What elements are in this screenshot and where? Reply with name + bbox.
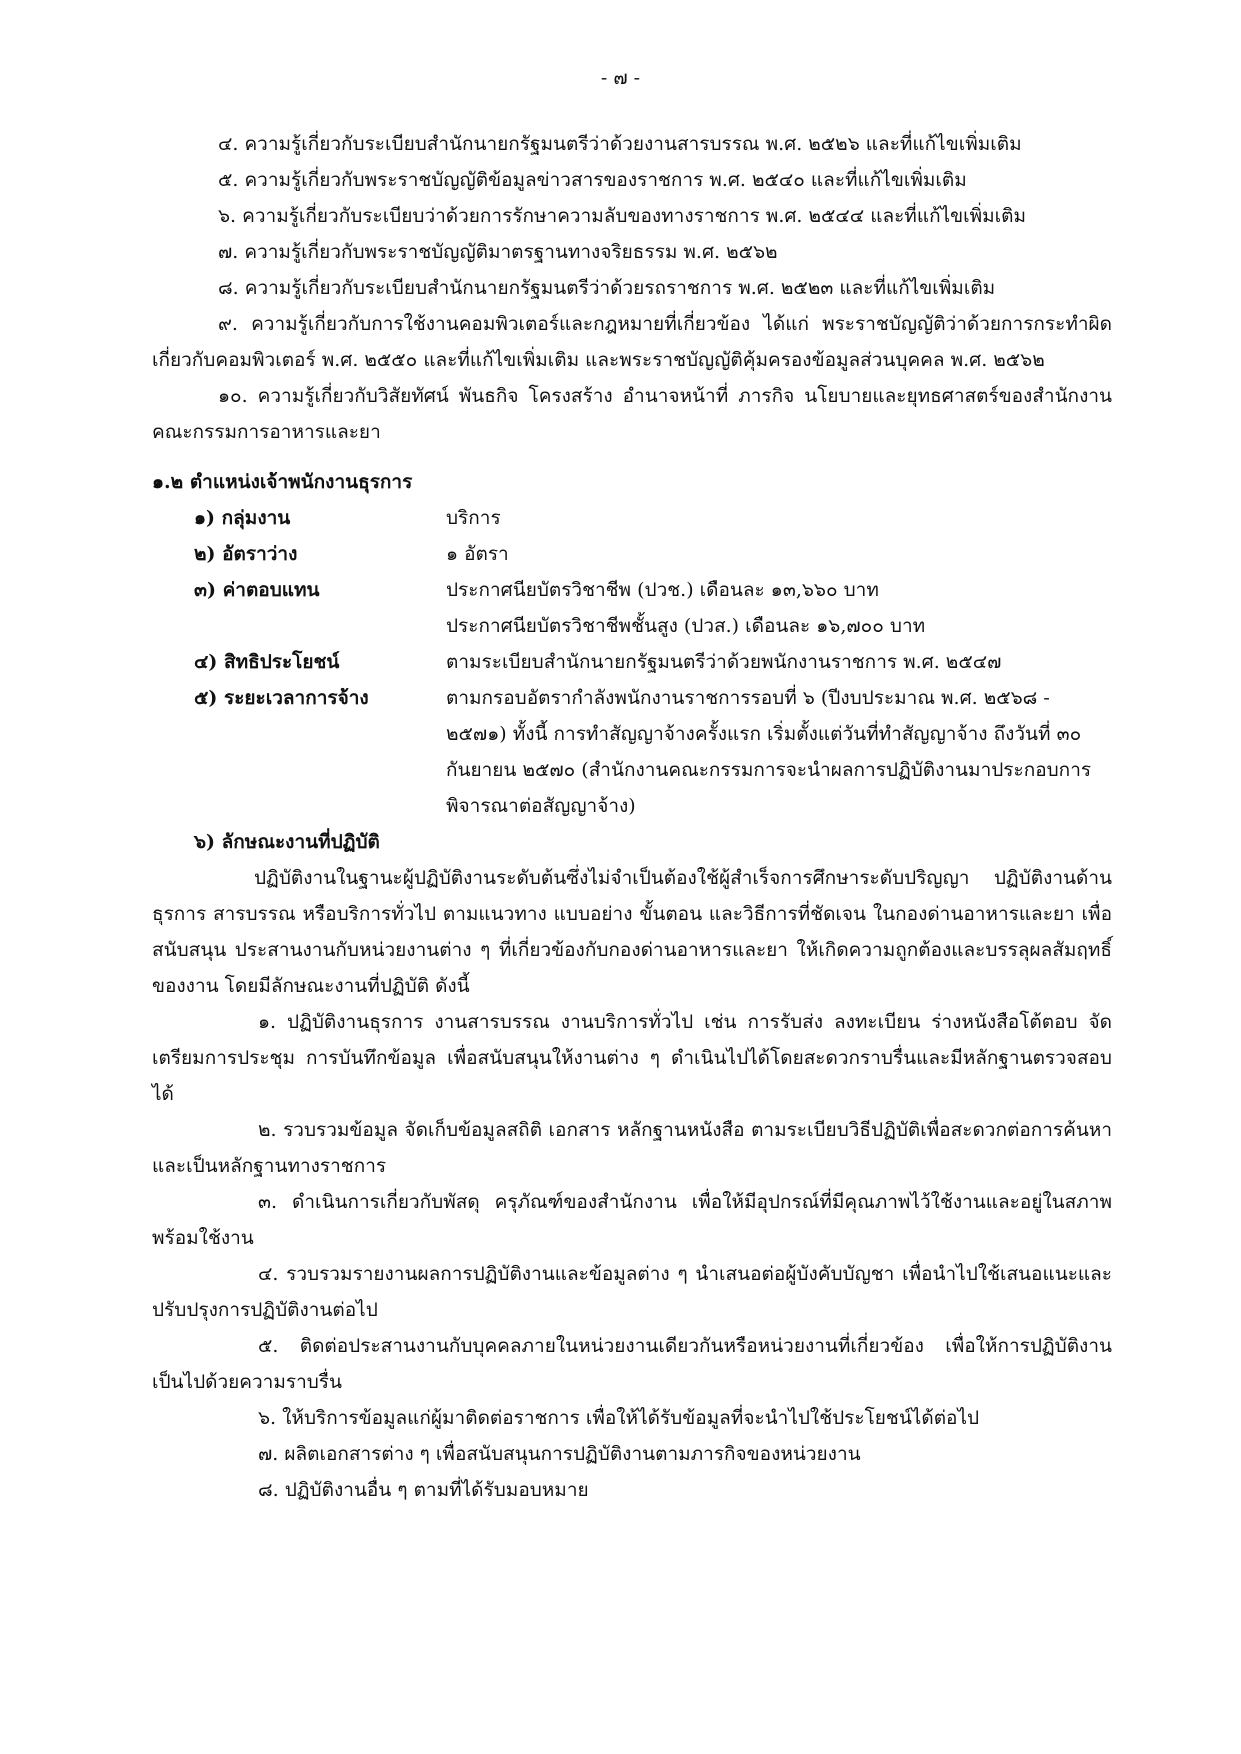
section-heading: ๑.๒ ตำแหน่งเจ้าพนักงานธุรการ: [152, 471, 413, 493]
duty-item: ๑. ปฏิบัติงานธุรการ งานสารบรรณ งานบริการทั่วไป เช่น การรับส่ง ลงทะเบียน ร่างหนังสือโต้ตอบ จัดเตรียมการประชุม การบันทึกข้อมูล เพื่อสนับสนุนให้งานต่าง ๆ ดำเนินไปได้โดยสะดวกราบรื่นและมีหลักฐานตรวจสอบได้: [152, 1011, 1112, 1105]
field-value: [446, 572, 1112, 644]
field-value-line: บริการ: [446, 507, 501, 529]
duty-item: ๕. ติดต่อประสานงานกับบุคคลภายในหน่วยงานเดียวกันหรือหน่วยงานที่เกี่ยวข้อง เพื่อให้การปฏิบัติงานเป็นไปด้วยความราบรื่น: [152, 1335, 1112, 1393]
field-row-benefits: [194, 644, 1112, 680]
duty-item: ๓. ดำเนินการเกี่ยวกับพัสดุ ครุภัณฑ์ของสำนักงาน เพื่อให้มีอุปกรณ์ที่มีคุณภาพไว้ใช้งานและอยู่ในสภาพพร้อมใช้งาน: [152, 1191, 1112, 1249]
list-item: ๖. ความรู้เกี่ยวกับระเบียบว่าด้วยการรักษาความลับของทางราชการ พ.ศ. ๒๕๔๔ และที่แก้ไขเพิ่มเติม: [218, 205, 1027, 227]
list-item: ๕. ความรู้เกี่ยวกับพระราชบัญญัติข้อมูลข่าวสารของราชการ พ.ศ. ๒๕๔๐ และที่แก้ไขเพิ่มเติม: [218, 169, 967, 191]
field-value-line: ตามกรอบอัตรากำลังพนักงานราชการรอบที่ ๖ (ปีงบประมาณ พ.ศ. ๒๕๖๘ - ๒๕๗๑) ทั้งนี้ การทำสัญญาจ้างครั้งแรก เริ่มตั้งแต่วันที่ทำสัญญาจ้าง ถึงวันที่ ๓๐ กันยายน ๒๕๗๐ (สำนักงานคณะกรรมการจะนำผลการปฏิบัติงานมาประกอบการพิจารณาต่อสัญญาจ้าง): [446, 687, 1092, 817]
list-item: ๔. ความรู้เกี่ยวกับระเบียบสำนักนายกรัฐมนตรีว่าด้วยงานสารบรรณ พ.ศ. ๒๕๒๖ และที่แก้ไขเพิ่มเติม: [218, 133, 1022, 155]
field-label: ๑) กลุ่มงาน: [194, 507, 291, 529]
duty-item: ๗. ผลิตเอกสารต่าง ๆ เพื่อสนับสนุนการปฏิบัติงานตามภารกิจของหน่วยงาน: [258, 1443, 861, 1465]
field-value: [446, 500, 1112, 536]
field-label: ๒) อัตราว่าง: [194, 543, 298, 565]
field-label: ๕) ระยะเวลาการจ้าง: [194, 687, 369, 709]
list-item: ๘. ความรู้เกี่ยวกับระเบียบสำนักนายกรัฐมนตรีว่าด้วยรถราชการ พ.ศ. ๒๕๒๓ และที่แก้ไขเพิ่มเติม: [218, 277, 996, 299]
field-row-salary: [194, 572, 1112, 644]
field-row-employment-period: [194, 680, 1112, 824]
field-label: ๓) ค่าตอบแทน: [194, 579, 320, 601]
field-label: ๔) สิทธิประโยชน์: [194, 651, 340, 673]
field-value: [446, 536, 1112, 572]
duty-item: ๖. ให้บริการข้อมูลแก่ผู้มาติดต่อราชการ เพื่อให้ได้รับข้อมูลที่จะนำไปใช้ประโยชน์ได้ต่อไป: [258, 1407, 980, 1429]
duties-intro: ปฏิบัติงานในฐานะผู้ปฏิบัติงานระดับต้นซึ่งไม่จำเป็นต้องใช้ผู้สำเร็จการศึกษาระดับปริญญา ปฏิบัติงานด้านธุรการ สารบรรณ หรือบริการทั่วไป ตามแนวทาง แบบอย่าง ขั้นตอน และวิธีการที่ชัดเจน ในกองด่านอาหารและยา เพื่อสนับสนุน ประสานงานกับหน่วยงานต่าง ๆ ที่เกี่ยวข้องกับกองด่านอาหารและยา ให้เกิดความถูกต้องและบรรลุผลสัมฤทธิ์ของงาน โดยมีลักษณะงานที่ปฏิบัติ ดังนี้: [152, 867, 1112, 997]
page-number: - ๗ -: [600, 67, 641, 89]
duty-item: ๘. ปฏิบัติงานอื่น ๆ ตามที่ได้รับมอบหมาย: [258, 1479, 589, 1501]
page-content: [152, 126, 1112, 1508]
list-item: ๑๐. ความรู้เกี่ยวกับวิสัยทัศน์ พันธกิจ โครงสร้าง อำนาจหน้าที่ ภารกิจ นโยบายและยุทธศาสตร์ของสำนักงานคณะกรรมการอาหารและยา: [152, 385, 1112, 443]
duty-item: ๒. รวบรวมข้อมูล จัดเก็บข้อมูลสถิติ เอกสาร หลักฐานหนังสือ ตามระเบียบวิธีปฏิบัติเพื่อสะดวกต่อการค้นหา และเป็นหลักฐานทางราชการ: [152, 1119, 1112, 1177]
field-row-vacancy: [194, 536, 1112, 572]
field-value-line: ตามระเบียบสำนักนายกรัฐมนตรีว่าด้วยพนักงานราชการ พ.ศ. ๒๕๔๗: [446, 651, 1002, 673]
field-value-line: ๑ อัตรา: [446, 543, 509, 565]
list-item: ๗. ความรู้เกี่ยวกับพระราชบัญญัติมาตรฐานทางจริยธรรม พ.ศ. ๒๕๖๒: [218, 241, 778, 263]
list-item: ๙. ความรู้เกี่ยวกับการใช้งานคอมพิวเตอร์และกฎหมายที่เกี่ยวข้อง ได้แก่ พระราชบัญญัติว่าด้วยการกระทำผิดเกี่ยวกับคอมพิวเตอร์ พ.ศ. ๒๕๕๐ และที่แก้ไขเพิ่มเติม และพระราชบัญญัติคุ้มครองข้อมูลส่วนบุคคล พ.ศ. ๒๕๖๒: [152, 313, 1112, 371]
field-value: [446, 680, 1112, 824]
duties-heading: ๖) ลักษณะงานที่ปฏิบัติ: [194, 831, 380, 853]
field-value-line: ประกาศนียบัตรวิชาชีพชั้นสูง (ปวส.) เดือนละ ๑๖,๗๐๐ บาท: [446, 615, 926, 637]
field-row-group: [194, 500, 1112, 536]
field-value: [446, 644, 1112, 680]
field-value-line: ประกาศนียบัตรวิชาชีพ (ปวช.) เดือนละ ๑๓,๖๖๐ บาท: [446, 579, 879, 601]
duty-item: ๔. รวบรวมรายงานผลการปฏิบัติงานและข้อมูลต่าง ๆ นำเสนอต่อผู้บังคับบัญชา เพื่อนำไปใช้เสนอแนะและปรับปรุงการปฏิบัติงานต่อไป: [152, 1263, 1112, 1321]
